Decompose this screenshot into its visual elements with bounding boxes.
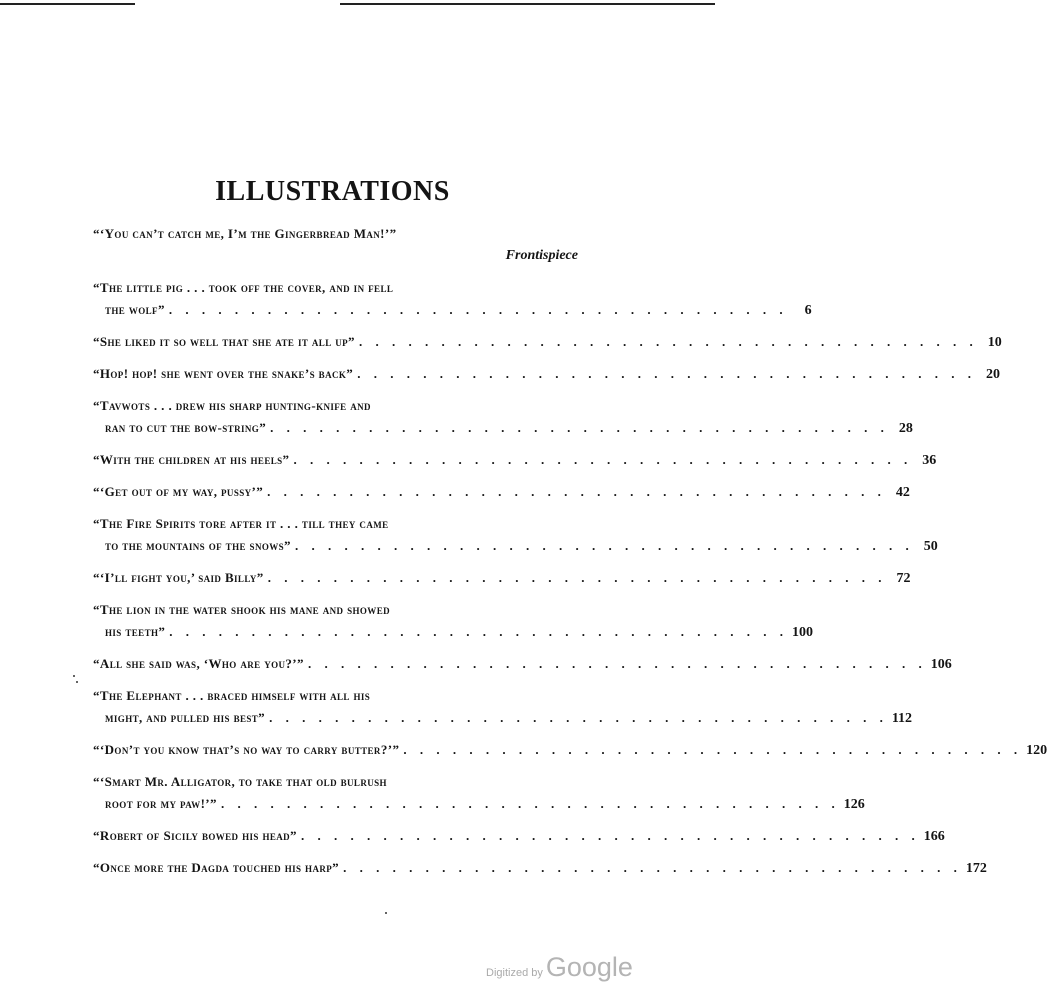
illustration-entry — [93, 398, 913, 442]
dot-leader: . . . . . . . . . . . . . . . . . . . . . . . . . . . . . . . . . . . . . . — [357, 366, 976, 381]
illustration-entry — [93, 656, 952, 678]
page-number: 20 — [985, 367, 1000, 382]
digitized-watermark — [486, 952, 633, 983]
illustration-entry — [93, 774, 865, 818]
entry-line — [93, 516, 578, 538]
illustration-entry — [93, 484, 910, 506]
dot-leader: . . . . . . . . . . . . . . . . . . . . . . . . . . . . . . . . . . . . . . — [358, 334, 978, 349]
dot-leader: . . . . . . . . . . . . . . . . . . . . . . . . . . . . . . . . . . . . . . — [343, 860, 962, 875]
illustration-entry — [93, 452, 937, 474]
entry-line — [93, 280, 578, 302]
entry-caption: root for my paw!’” — [105, 796, 217, 811]
entry-caption: “The Elephant . . . braced himself with all his — [93, 688, 371, 703]
entry-caption: “With the children at his heels” — [93, 452, 290, 467]
dot-leader: . . . . . . . . . . . . . . . . . . . . . . . . . . . . . . . . . . . . . . — [403, 742, 1023, 757]
page-number: 172 — [965, 861, 987, 876]
entry-caption: “‘I’ll fight you,’ said Billy” — [93, 570, 264, 585]
entry-caption: his teeth” — [105, 624, 166, 639]
frontispiece-label: Frontispiece — [505, 248, 578, 263]
entry-line — [93, 860, 987, 882]
entry-line — [93, 688, 578, 710]
illustration-entry — [93, 570, 911, 592]
page-number: 100 — [792, 625, 814, 640]
dot-leader: . . . . . . . . . . . . . . . . . . . . . . . . . . . . . . . . . . . . . . — [294, 538, 914, 553]
dot-leader: . . . . . . . . . . . . . . . . . . . . . . . . . . . . . . . . . . . . . . — [168, 302, 788, 317]
entry-caption: “The lion in the water shook his mane and showed — [93, 602, 390, 617]
entry-line — [93, 624, 814, 646]
entry-line — [93, 538, 938, 560]
illustration-entry — [93, 828, 945, 850]
entry-line — [93, 570, 911, 592]
page-number: 10 — [987, 335, 1002, 350]
page-number: 126 — [843, 797, 865, 812]
illustration-entry — [93, 280, 812, 324]
entry-line — [93, 420, 913, 442]
entry-caption: “Once more the Dagda touched his harp” — [93, 860, 340, 875]
dot-leader: . . . . . . . . . . . . . . . . . . . . . . . . . . . . . . . . . . . . . . — [300, 828, 920, 843]
entry-caption: might, and pulled his best” — [105, 710, 266, 725]
entry-caption: “Robert of Sicily bowed his head” — [93, 828, 297, 843]
page-number: 106 — [930, 657, 952, 672]
entry-caption: “‘Don’t you know that’s no way to carry butter?’” — [93, 742, 400, 757]
entry-caption: “The little pig . . . took off the cover, and in fell — [93, 280, 394, 295]
entry-caption: “The Fire Spirits tore after it . . . till they came — [93, 516, 389, 531]
entry-caption: to the mountains of the snows” — [105, 538, 291, 553]
scan-speck — [73, 675, 75, 677]
dot-leader: . . . . . . . . . . . . . . . . . . . . . . . . . . . . . . . . . . . . . . — [269, 710, 888, 725]
watermark-prefix: Digitized by — [486, 967, 543, 979]
entry-caption: “She liked it so well that she ate it all up” — [93, 334, 355, 349]
dot-leader: . . . . . . . . . . . . . . . . . . . . . . . . . . . . . . . . . . . . . . — [220, 796, 840, 811]
entry-line — [93, 452, 937, 474]
scan-edge-line-right — [340, 3, 715, 5]
entry-line — [93, 710, 913, 732]
entry-line — [93, 828, 945, 850]
entry-line — [93, 334, 1002, 356]
dot-leader: . . . . . . . . . . . . . . . . . . . . . . . . . . . . . . . . . . . . . . — [293, 452, 913, 467]
entry-line — [93, 742, 1047, 764]
entry-line — [93, 484, 910, 506]
dot-leader: . . . . . . . . . . . . . . . . . . . . . . . . . . . . . . . . . . . . . . — [270, 420, 889, 435]
page-number: 42 — [895, 485, 910, 500]
google-logo: Google — [545, 952, 633, 982]
illustration-entry — [93, 516, 938, 560]
page-number: 112 — [891, 711, 913, 726]
entry-line — [93, 602, 578, 624]
dot-leader: . . . . . . . . . . . . . . . . . . . . . . . . . . . . . . . . . . . . . . — [267, 484, 886, 499]
entry-line — [93, 302, 812, 324]
page-number: 36 — [922, 453, 937, 468]
dot-leader: . . . . . . . . . . . . . . . . . . . . . . . . . . . . . . . . . . . . . . — [267, 570, 887, 585]
illustration-entry — [93, 742, 1047, 764]
illustration-entry — [93, 688, 913, 732]
illustration-entry — [93, 334, 1002, 356]
illustration-entry — [93, 366, 1000, 388]
scan-edge-line-left — [0, 3, 135, 5]
entry-line — [93, 226, 578, 248]
illustration-entry — [93, 602, 814, 646]
illustration-entry — [93, 226, 578, 270]
entry-caption: “Hop! hop! she went over the snake’s back” — [93, 366, 354, 381]
entry-line — [93, 366, 1000, 388]
dot-leader: . . . . . . . . . . . . . . . . . . . . . . . . . . . . . . . . . . . . . . — [307, 656, 927, 671]
page-number: 6 — [804, 303, 812, 318]
page-number: 72 — [896, 571, 911, 586]
page-number: 50 — [923, 539, 938, 554]
entry-caption: “‘You can’t catch me, I’m the Gingerbread Man!’” — [93, 226, 397, 241]
scan-speck — [76, 681, 78, 683]
entry-caption: “‘Get out of my way, pussy’” — [93, 484, 264, 499]
page-number: 120 — [1026, 743, 1047, 758]
entry-caption: ran to cut the bow-string” — [105, 420, 267, 435]
page-number: 28 — [898, 421, 913, 436]
entry-line — [93, 398, 578, 420]
dot-leader: . . . . . . . . . . . . . . . . . . . . . . . . . . . . . . . . . . . . . . — [169, 624, 789, 639]
page-title: ILLUSTRATIONS — [215, 176, 450, 207]
entry-caption: the wolf” — [105, 302, 165, 317]
entry-line — [93, 796, 865, 818]
page-number: 166 — [923, 829, 945, 844]
entry-line — [93, 656, 952, 678]
entry-caption: “‘Smart Mr. Alligator, to take that old bulrush — [93, 774, 387, 789]
entry-line — [93, 774, 578, 796]
illustration-entry — [93, 860, 987, 882]
entry-caption: “All she said was, ‘Who are you?’” — [93, 656, 304, 671]
entry-caption: “Tavwots . . . drew his sharp hunting-knife and — [93, 398, 371, 413]
scan-speck — [385, 912, 387, 914]
illustrations-list — [93, 226, 1047, 892]
